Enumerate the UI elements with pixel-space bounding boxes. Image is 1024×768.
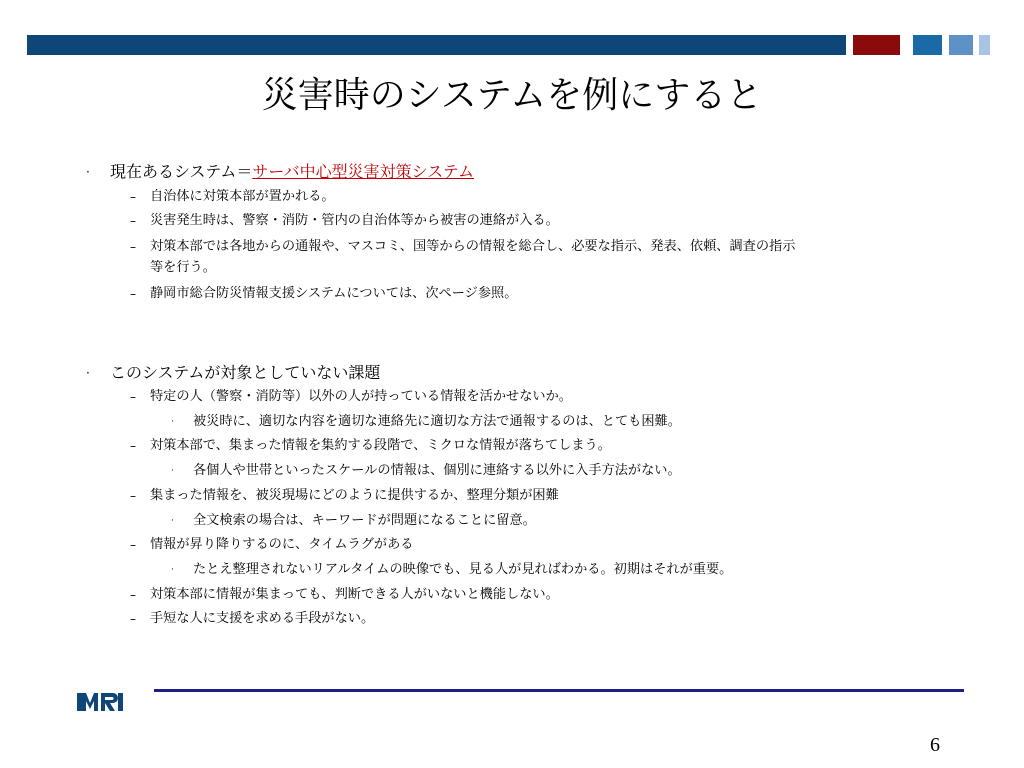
list-item: 対策本部では各地からの通報や、マスコミ、国等からの情報を総合し、必要な指示、発表、依頼、調査の指示	[150, 239, 796, 254]
section2-subitem-1: · 各個人や世帯といったスケールの情報は、個別に連絡する以外に入手方法がない。	[171, 463, 681, 478]
section2-item-2: – 集まった情報を、被災現場にどのように提供するか、整理分類が困難	[130, 488, 559, 503]
list-item: 自治体に対策本部が置かれる。	[150, 189, 335, 204]
list-item: 対策本部で、集まった情報を集約する段階で、ミクロな情報が落ちてしまう。	[150, 438, 611, 453]
header-accent-blue-3	[979, 35, 990, 55]
list-item: たとえ整理されないリアルタイムの映像でも、見る人が見ればわかる。初期はそれが重要。	[193, 562, 733, 577]
section1-highlight-link[interactable]: サーバ中心型災害対策システム	[252, 162, 475, 181]
footer-divider	[154, 689, 964, 692]
header-accent-blue-2	[949, 35, 973, 55]
bullet-dot: ·	[86, 366, 90, 380]
section2-item-4: – 対策本部に情報が集まっても、判断できる人がいないと機能しない。	[130, 587, 559, 602]
section1-prefix: 現在あるシステム＝	[110, 162, 253, 181]
section1-item-1: – 災害発生時は、警察・消防・管内の自治体等から被害の連絡が入る。	[130, 213, 559, 228]
page-number: 6	[930, 734, 940, 756]
section1-item-3: – 静岡市総合防災情報支援システムについては、次ページ参照。	[130, 286, 518, 301]
list-item: 集まった情報を、被災現場にどのように提供するか、整理分類が困難	[150, 488, 559, 503]
list-item: 等を行う。	[150, 260, 216, 275]
list-item: 特定の人（警察・消防等）以外の人が持っている情報を活かせないか。	[150, 389, 572, 404]
section2-subitem-0: · 被災時に、適切な内容を適切な連絡先に適切な方法で通報するのは、とても困難。	[171, 414, 681, 429]
section2-item-1: – 対策本部で、集まった情報を集約する段階で、ミクロな情報が落ちてしまう。	[130, 438, 611, 453]
section2-subitem-3: · たとえ整理されないリアルタイムの映像でも、見る人が見ればわかる。初期はそれが重要。	[171, 562, 733, 577]
header-accent-red	[853, 35, 900, 55]
section2-heading: このシステムが対象としていない課題	[110, 363, 381, 382]
section2-bullet	[86, 363, 381, 383]
section2-item-5: – 手短な人に支援を求める手段がない。	[130, 611, 375, 626]
section1-bullet	[86, 162, 475, 182]
list-item: 災害発生時は、警察・消防・管内の自治体等から被害の連絡が入る。	[150, 213, 559, 228]
list-item: 対策本部に情報が集まっても、判断できる人がいないと機能しない。	[150, 587, 559, 602]
list-item: 手短な人に支援を求める手段がない。	[150, 611, 375, 626]
header-accent-blue-1	[913, 35, 942, 55]
mri-logo	[77, 691, 125, 713]
list-item: 被災時に、適切な内容を適切な連絡先に適切な方法で通報するのは、とても困難。	[193, 414, 681, 429]
list-item: 各個人や世帯といったスケールの情報は、個別に連絡する以外に入手方法がない。	[193, 463, 681, 478]
bullet-dot: ·	[86, 165, 90, 179]
section2-subitem-2: · 全文検索の場合は、キーワードが問題になることに留意。	[171, 513, 536, 528]
section1-item-0: – 自治体に対策本部が置かれる。	[130, 189, 335, 204]
section2-item-0: – 特定の人（警察・消防等）以外の人が持っている情報を活かせないか。	[130, 389, 572, 404]
section1-item-2: – 対策本部では各地からの通報や、マスコミ、国等からの情報を総合し、必要な指示、発表、依頼、調査の指示	[130, 239, 796, 254]
section2-item-3: – 情報が昇り降りするのに、タイムラグがある	[130, 537, 414, 552]
list-item: 静岡市総合防災情報支援システムについては、次ページ参照。	[150, 286, 518, 301]
header-bar	[27, 35, 846, 55]
slide-title: 災害時のシステムを例にすると	[261, 75, 763, 116]
list-item: 情報が昇り降りするのに、タイムラグがある	[150, 537, 414, 552]
list-item: 全文検索の場合は、キーワードが問題になることに留意。	[193, 513, 536, 528]
section1-item-2-continued	[150, 259, 216, 277]
